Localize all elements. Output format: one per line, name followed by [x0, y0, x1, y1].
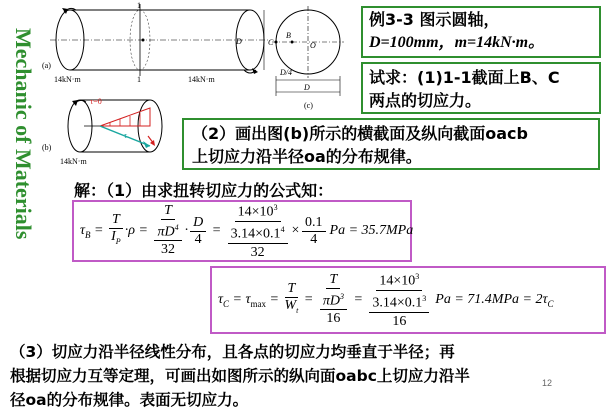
frac-t-pid3: T $\pi D^3$ 16	[320, 272, 347, 329]
frac-t-pid4: T $\pi D^4$ 32	[154, 203, 181, 260]
point-o: O	[310, 41, 316, 50]
formula-b-result: Pa = 35.7MPa	[329, 223, 414, 238]
section-1-bottom: 1	[137, 75, 141, 84]
label-b: (b)	[42, 143, 52, 152]
conclusion-line-1: （3）切应力沿半径线性分布，且各点的切应力均垂直于半径；再	[10, 343, 455, 361]
task2-line-1: （2）画出图(b)所示的横截面及纵向截面oacb	[192, 124, 528, 143]
frac-d-4: $\frac{D}{4}$	[190, 215, 206, 248]
frac-t-ip: $\frac{T}{I_P}$	[109, 212, 123, 250]
task-box	[361, 62, 601, 114]
label-a: (a)	[42, 61, 51, 70]
frac-numeric-b: $14\times 10^3$ $3.14\times 0.1^4$ 32	[228, 200, 288, 261]
task-line-2: 两点的切应力。	[369, 91, 482, 110]
frac-numeric-c: $14\times 10^3$ $3.14\times 0.1^3$ 16	[369, 269, 429, 330]
moment-left: 14kN·m	[54, 75, 81, 84]
tau-b: $\tau_B$	[80, 222, 91, 240]
moment-right: 14kN·m	[188, 75, 215, 84]
example-params: D=100mm，m=14kN·m。	[369, 34, 545, 51]
point-c: C	[268, 38, 274, 47]
tau-c: $\tau_C$	[218, 291, 230, 309]
tau-label: τ	[124, 131, 127, 140]
example-box	[361, 6, 601, 58]
tau-zero-label: τ=0	[90, 97, 102, 106]
example-title: 例3-3 图示圆轴，	[369, 10, 500, 29]
task2-box	[182, 118, 600, 170]
label-c: (c)	[304, 101, 313, 110]
task-line-1: 试求：(1)1-1截面上B、C	[369, 68, 560, 87]
solution-intro: 解：（1）由求扭转切应力的公式知：	[74, 181, 334, 200]
moment-b: 14kN·m	[60, 157, 87, 166]
conclusion-line-3: 径oa的分布规律。表面无切应力。	[10, 391, 249, 409]
point-b: B	[286, 31, 291, 40]
frac-t-wt: $\frac{T}{W_t}$	[284, 281, 299, 315]
d4-label: D/4	[280, 68, 292, 77]
figure-b	[68, 100, 162, 152]
conclusion-line-2: 根据切应力互等定理，可画出如图所示的纵向面oabc上切应力沿半	[10, 367, 470, 385]
frac-01-4: $\frac{0.1}{4}$	[302, 215, 326, 248]
tau-max: $\tau_{max}$	[245, 291, 266, 309]
page-number: 12	[542, 378, 553, 388]
formula-c-box: $\tau_C$ = $\tau_{max}$ = $\frac{T}{W_t}$ = T $\pi D^3$ 16 = $14\times 10^3$ $3.14\times 0.1^3$ 16 $Pa = 71.4MPa = 2\tau_C$	[210, 266, 606, 334]
formula-b-box: $\tau_B$ = $\frac{T}{I_P}$ · ρ = T $\pi D^4$ 32 · $\frac{D}{4}$ = $14\times 10^3$ $3.14\times 0.1^4$ 32 × $\frac{0.1}{4}$ Pa = 35.7MPa	[72, 200, 412, 262]
conclusion	[10, 340, 608, 412]
side-title: Mechanic of Materials	[11, 28, 36, 240]
task2-line-2: 上切应力沿半径oa的分布规律。	[192, 147, 422, 166]
d-label: D	[236, 37, 242, 46]
section-1-top: 1	[137, 1, 141, 10]
d-label-c: D	[304, 83, 310, 92]
formula-c-result: $Pa = 71.4MPa = 2\tau_C$	[435, 291, 554, 309]
